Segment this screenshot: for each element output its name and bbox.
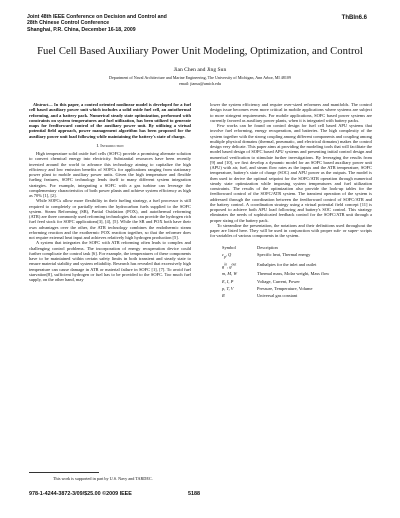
isbn: 978-1-4244-3872-3/09/$25.00 ©2009 IEEE	[29, 491, 132, 497]
paragraph: A system that integrates the SOFC with ATR reforming often leads to complex and challenging control problems. The incorporation of energy recuperation device could further complicate the control task [6]. For example, the temperatures of these components have to be maintained within certain safety limits in both transient and steady state to ensure material stability and system reliability. Research has revealed that excessively high temperature can cause damage in ATR or material failure in SOFC [1], [7]. To avoid fuel starvation[8], sufficient hydrogen or fuel has to be provided to the SOFC. Too much fuel supply, on the other hand, may	[29, 240, 191, 282]
conference-header	[27, 14, 167, 33]
right-column	[210, 102, 372, 301]
table-row: p, T, V Pressure, Temperature, Volume	[222, 285, 313, 291]
page-number: 5188	[188, 491, 200, 497]
paragraph: While SOFCs allow more flexibility in their fueling strategy, a fuel processor is still required to completely or partially reform the hydrocarbon fuels supplied to the SOFC system. Steam Reforming (SR), Partial Oxidation (POX), and autothermal reforming (ATR) are three commonly used reforming technologies that can provide the hydrogen rich fuel feed stock for SOFC applications[3], [4], [5]. While the SR and POX both have their own advantages over the other, the ATR technology combines the endothermic steam reforming reaction and the exothermic POX reaction together, so that the reformer does not require external heat input and achieves relatively high hydrogen production [5].	[29, 198, 191, 240]
affiliation-block	[0, 75, 400, 86]
email: email: jiansu@umich.edu	[179, 80, 221, 86]
abstract-label: Abstract	[33, 102, 49, 107]
authors: Jian Chen and Jing Sun	[173, 67, 227, 73]
section-heading-introduction: I. Introduction	[96, 142, 124, 148]
table-row: R Universal gas constant	[222, 293, 298, 299]
table-row: $g^{in}$, $g^{out}$ Enthalpies for the inlet and outlet	[222, 262, 317, 269]
paragraph: Few works can be found on control design for fuel cell based APU systems that involve fuel reforming, energy recuperation, and batteries. The high complexity of the system together with the strong coupling among different components and coupling among multiple physical domains (thermal, pneumatic, and electrical domains) makes the control design very delicate. This paper aims at providing the modeling tools that will facilitate the model based design of SOFC based APU systems and presenting initial control design and numerical verification to stimulate further investigations. By leveraging the results from [9] and [10], we first develop a dynamic model for an SOFC based auxiliary power unit (APU) with air, fuel, and steam flow rates as the inputs and the ATR temperature, SOFC temperature, battery's state of charge (SOC) and APU power as the outputs. The model is then used to derive the optimal setpoint for the SOFC/ATR operation through numerical steady state optimization while imposing system temperatures and fuel utilization constraints. The results of the optimization also provide the look-up tables for the feedforward control of the SOFC/ATR system. The transient operation of the system is addressed through the coordination between the feedforward control of SOFC/ATR and the battery control. A coordination strategy using a virtual potential field concept [11] is proposed to achieve both APU load following and battery's SOC control. This strategy eliminates the needs of sophisticated feedback control for the SOFC/ATR unit through a proper sizing of the battery pack.	[210, 123, 372, 223]
conference-line-3: Shanghai, P.R. China, December 16-18, 2009	[27, 26, 136, 33]
abstract-text: — In this paper, a control oriented nonlinear model is developed for a fuel cell based auxiliary power unit which includes a solid oxide fuel cell, an autothermal reforming, and a battery pack. Numerical steady state optimization, performed with constraints on system temperatures and fuel utilization, has been utilized to generate maps for feedforward control of the auxiliary power unit. By utilizing a virtual potential field approach, power management algorithm has been proposed for the auxiliary power unit load following while maintaining the battery's state of charge.	[29, 102, 191, 139]
description-header: Description	[257, 244, 278, 250]
table-row: E, I, P Voltage, Current, Power	[222, 278, 300, 284]
abstract	[29, 102, 191, 139]
paper-title: Fuel Cell Based Auxiliary Power Unit Modeling, Optimization, and Control	[37, 46, 363, 57]
symbol-table	[220, 243, 349, 301]
symbol-table-header	[222, 245, 347, 250]
affiliation: Department of Naval Architecture and Marine Engineering, The University of Michigan, Ann Arbor, MI 48109	[109, 75, 291, 80]
conference-line-1: Joint 48th IEEE Conference on Decision and Control and	[27, 14, 167, 20]
footnote: This work is supported in part by U.S. Navy and TARDEC.	[53, 476, 153, 481]
paragraph: To streamline the presentation, the notations and their definitions used throughout the paper are listed here. They will be used in conjunction with proper sub- or super- scripts for variables of various components in the system.	[210, 222, 372, 239]
table-row: m, M, W Thermal mass, Molar weight, Mass flow	[222, 271, 330, 277]
footnote-rule	[29, 472, 99, 473]
paper-code: ThBIn6.6	[341, 15, 367, 21]
symbol-header: Symbol	[222, 244, 236, 250]
left-column	[29, 102, 191, 282]
paragraph: lower the system efficiency and require over-sized reformers and manifolds. The control design issue becomes even more critical in mobile applications where systems are subject to more stringent requirements. For mobile applications, SOFC based power systems are currently favored as auxiliary power plants, when it is integrated with battery packs.	[210, 102, 372, 123]
conference-line-2: 28th Chinese Control Conference	[27, 20, 110, 27]
paragraph: High temperature solid oxide fuel cells (SOFC) provide a promising alternate solution to convert chemical energy into electricity. Substantial resources have been recently invested around the world to advance this technology aiming to capitalize the high efficiency and low emission benefits of SOFCs for applications ranging from stationary power plant to mobile auxiliary power units. Given the high temperature and flexible fueling features, SOFC technology lends itself to many different system integration strategies. For example, integrating a SOFC with a gas turbine can leverage the complementary characteristics of both power plants and achieve system efficiency as high as 70% [1], [2].	[29, 151, 191, 198]
table-row: $c_p$, Q Specific heat, Thermal energy	[222, 251, 311, 259]
